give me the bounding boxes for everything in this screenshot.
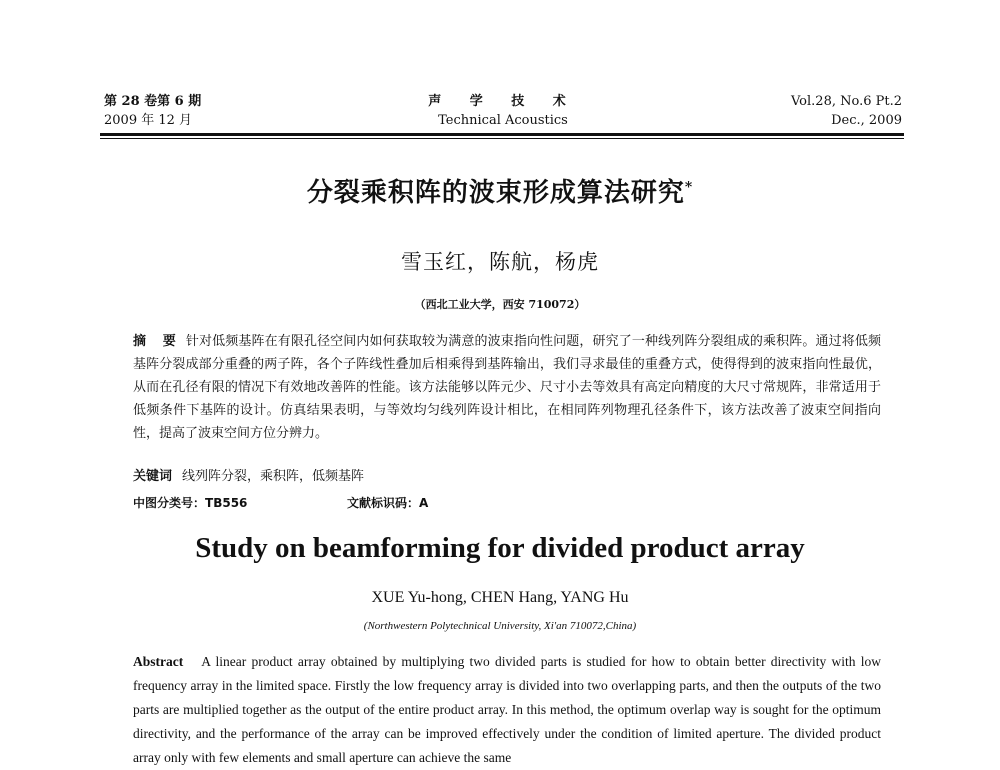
keywords-text: 线列阵分裂，乘积阵，低频基阵 xyxy=(182,469,365,484)
affiliation-en: (Northwestern Polytechnical University, Xi'an 710072,China) xyxy=(363,620,637,632)
abstract-en-label: Abstract xyxy=(133,654,184,669)
authors-en: XUE Yu-hong, CHEN Hang, YANG Hu xyxy=(371,589,629,606)
journal-name-en: Technical Acoustics xyxy=(438,113,568,128)
doc-code-value: A xyxy=(419,496,429,510)
date-cn: 2009 年 12 月 xyxy=(104,113,193,128)
abstract-en-text: A linear product array obtained by multiplying two divided parts is studied for how to obtain better directivity with low frequency array in the limited space. Firstly the low frequency array is divided into two overlapping parts, and then the outputs of the two parts are multiplied together as the output of the entire product array. In this method, the optimum overlap way is sought for the optimum directivity, and the performance of the array can be improved effectively under the condition of limited aperture. The divided product array only with few elements and small aperture can achieve the same xyxy=(133,654,881,765)
abstract-cn xyxy=(133,330,881,445)
paper-title-cn-text: 分裂乘积阵的波束形成算法研究 xyxy=(306,178,685,208)
abstract-cn-text: 针对低频基阵在有限孔径空间内如何获取较为满意的波束指向性问题，研究了一种线列阵分裂组成的乘积阵。通过将低频基阵分裂成部分重叠的两子阵，各个子阵线性叠加后相乘得到基阵输出，我们寻求最佳的重叠方式，使得得到的波束指向性最优，从而在孔径有限的情况下有效地改善阵的性能。该方法能够以阵元少、尺寸小去等效具有高定向精度的大尺寸常规阵，非常适用于低频条件下基阵的设计。仿真结果表明，与等效均匀线列阵设计相比，在相同阵列物理孔径条件下，该方法改善了波束空间指向性，提高了波束空间方位分辨力。 xyxy=(133,334,881,441)
paper-title-cn xyxy=(0,172,1000,209)
header-center xyxy=(104,92,902,130)
title-footnote-mark: * xyxy=(684,179,694,196)
clc-value: TB556 xyxy=(205,496,248,510)
volume-en: Vol.28, No.6 Pt.2 xyxy=(790,94,902,109)
keywords xyxy=(133,467,881,487)
classification xyxy=(133,493,881,513)
header-right xyxy=(791,92,902,130)
journal-name-cn: 声 学 技 术 xyxy=(428,94,578,109)
header-rule-thin xyxy=(100,138,904,139)
keywords-label: 关键词 xyxy=(133,469,173,484)
authors-cn: 雪玉红，陈航，杨虎 xyxy=(401,250,599,274)
abstract-cn-label: 摘 要 xyxy=(133,334,182,349)
volume-cn: 第 28 卷第 6 期 xyxy=(104,94,202,109)
doc-code-label: 文献标识码： xyxy=(347,496,420,510)
header-rule-thick xyxy=(100,133,904,136)
document-code xyxy=(347,493,428,513)
affiliation-cn: （西北工业大学，西安 710072） xyxy=(414,298,586,311)
abstract-en xyxy=(133,650,881,770)
running-header xyxy=(104,92,902,132)
clc-label: 中图分类号： xyxy=(133,496,206,510)
date-en: Dec., 2009 xyxy=(831,113,902,128)
paper-title-en: Study on beamforming for divided product array xyxy=(195,532,805,564)
